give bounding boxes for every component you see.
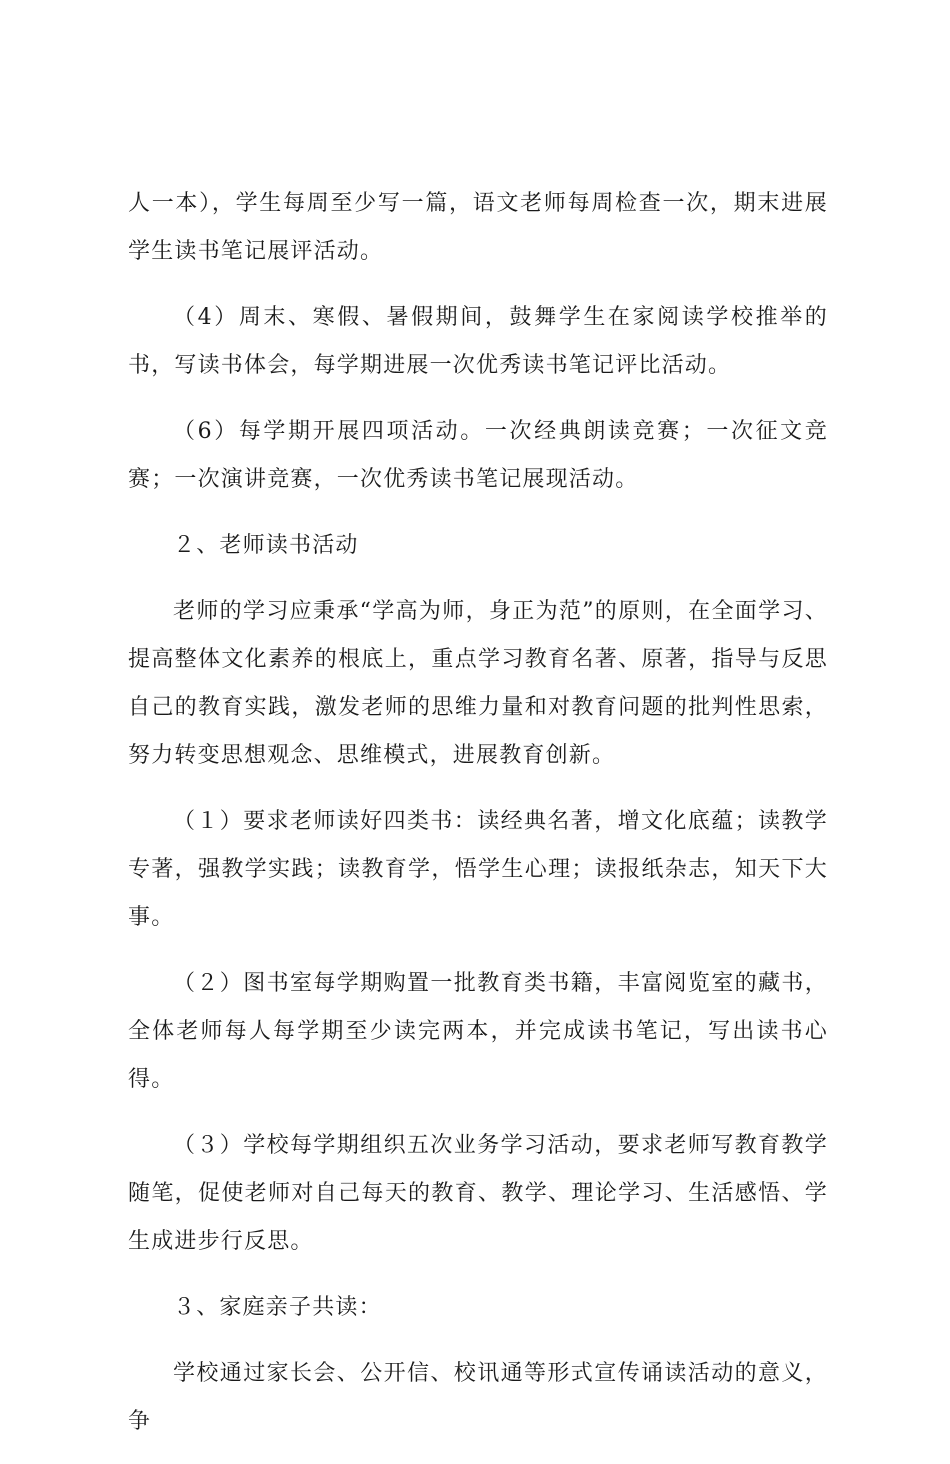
paragraph-teacher-item-1: （１）要求老师读好四类书：读经典名著，增文化底蕴；读教学专著，强教学实践；读教育学，悟学生心理；读报纸杂志，知天下大事。 [128, 809, 828, 930]
section-heading-teacher-reading: ２、老师读书活动 [173, 533, 359, 558]
paragraph-item-6: （6）每学期开展四项活动。一次经典朗读竞赛；一次征文竞赛；一次演讲竞赛，一次优秀读书笔记展现活动。 [128, 419, 828, 492]
paragraph-teacher-item-2: （２）图书室每学期购置一批教育类书籍，丰富阅览室的藏书，全体老师每人每学期至少读完两本，并完成读书笔记，写出读书心得。 [128, 971, 828, 1092]
paragraph-teacher-item-3: （３）学校每学期组织五次业务学习活动，要求老师写教育教学随笔，促使老师对自己每天的教育、教学、理论学习、生活感悟、学生成进步行反思。 [128, 1133, 828, 1254]
paragraph-teacher-principle: 老师的学习应秉承“学高为师，身正为范”的原则，在全面学习、提高整体文化素养的根底上，重点学习教育名著、原著，指导与反思自己的教育实践，激发老师的思维力量和对教育问题的批判性思索，努力转变思想观念、思维模式，进展教育创新。 [128, 599, 828, 768]
paragraph-family-reading: 学校通过家长会、公开信、校讯通等形式宣传诵读活动的意义，争 [128, 1361, 828, 1434]
paragraph-continuation: 人一本），学生每周至少写一篇，语文老师每周检查一次，期末进展学生读书笔记展评活动。 [128, 191, 828, 264]
paragraph-item-4: （4）周末、寒假、暑假期间，鼓舞学生在家阅读学校推举的书，写读书体会，每学期进展一次优秀读书笔记评比活动。 [128, 305, 828, 378]
section-heading-family-reading: ３、家庭亲子共读： [173, 1295, 382, 1320]
document-body [128, 180, 828, 1464]
